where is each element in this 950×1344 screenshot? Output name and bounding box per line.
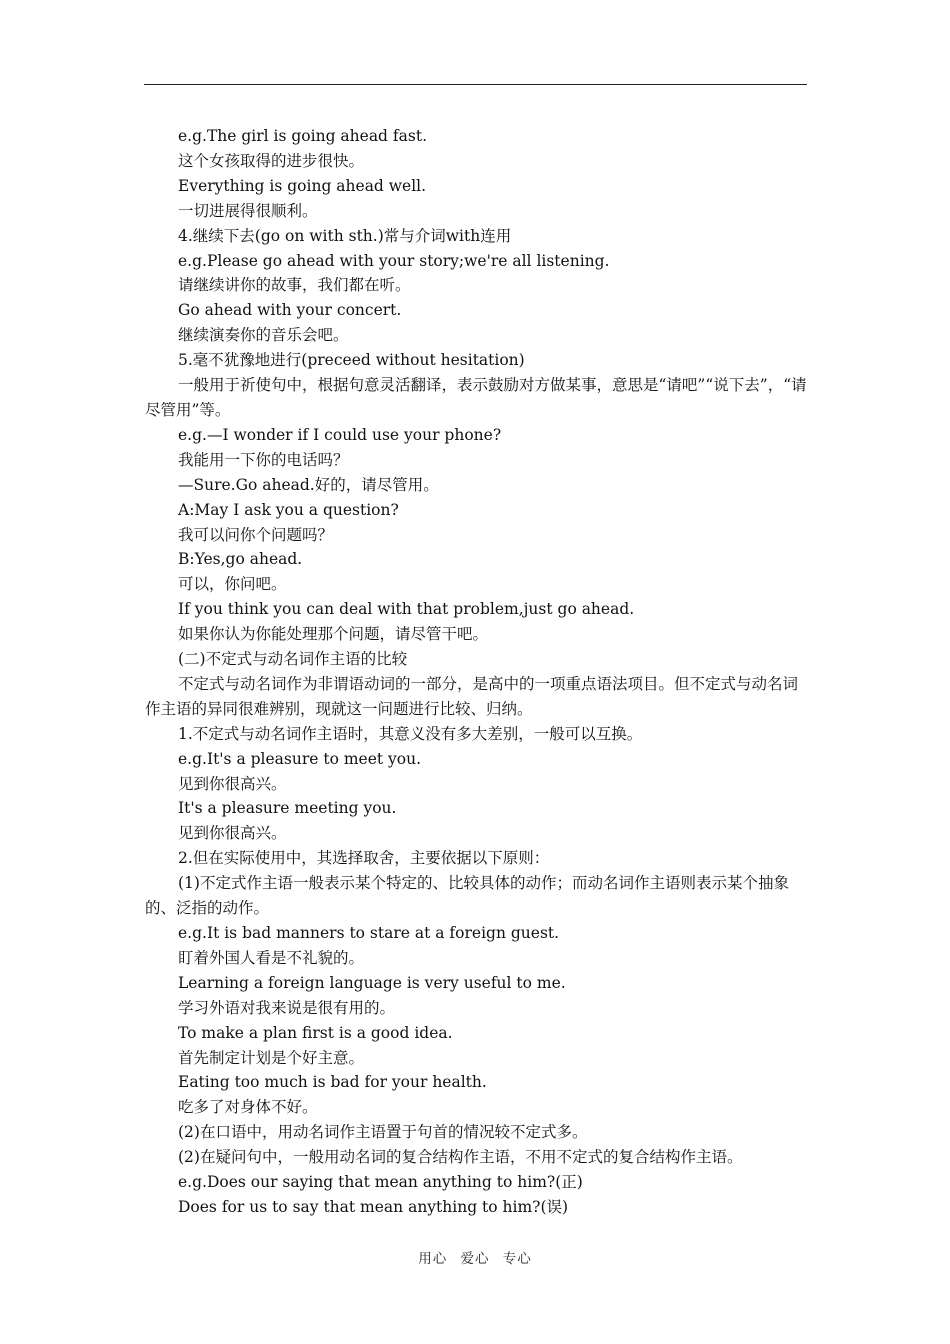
paragraph: 一切进展得很顺利。 (178, 201, 318, 220)
paragraph: 4.继续下去(go on with sth.)常与介词with连用 (178, 226, 512, 245)
paragraph: 继续演奏你的音乐会吧。 (178, 326, 349, 345)
page-footer: 用心 爱心 专心 (418, 1251, 532, 1267)
paragraph: 5.毫不犹豫地进行(preceed without hesitation) (178, 351, 525, 370)
header-rule (144, 84, 807, 85)
paragraph: (2)在疑问句中，一般用动名词的复合结构作主语，不用不定式的复合结构作主语。 (178, 1148, 743, 1167)
paragraph: B:Yes,go ahead. (178, 550, 303, 569)
paragraph: e.g.Please go ahead with your story;we're all listening. (178, 251, 610, 270)
paragraph: 1.不定式与动名词作主语时，其意义没有多大差别，一般可以互换。 (178, 724, 643, 743)
paragraph: 如果你认为你能处理那个问题，请尽管干吧。 (178, 625, 489, 644)
paragraph: 吃多了对身体不好。 (178, 1098, 318, 1117)
paragraph: 不定式与动名词作为非谓语动词的一部分，是高中的一项重点语法项目。但不定式与动名词作主语的异同很难辨别，现就这一问题进行比较、归纳。 (145, 674, 799, 718)
paragraph: If you think you can deal with that problem,just go ahead. (178, 600, 635, 619)
paragraph: Does for us to say that mean anything to him?(误) (178, 1197, 569, 1216)
paragraph: e.g.Does our saying that mean anything to him?(正) (178, 1173, 583, 1192)
paragraph: 我可以问你个问题吗？ (178, 525, 334, 544)
paragraph: 这个女孩取得的进步很快。 (178, 151, 365, 170)
paragraph: e.g.It's a pleasure to meet you. (178, 749, 422, 768)
paragraph: Eating too much is bad for your health. (178, 1073, 487, 1092)
paragraph: e.g.It is bad manners to stare at a foreign guest. (178, 924, 560, 942)
paragraph: (1)不定式作主语一般表示某个特定的、比较具体的动作；而动名词作主语则表示某个抽象的、泛指的动作。 (145, 874, 789, 918)
paragraph: e.g.—I wonder if I could use your phone? (178, 425, 502, 444)
paragraph: 见到你很高兴。 (178, 774, 287, 793)
paragraph: Go ahead with your concert. (178, 301, 402, 320)
paragraph: e.g.The girl is going ahead fast. (178, 127, 427, 145)
paragraph: 2.但在实际使用中，其选择取舍，主要依据以下原则： (178, 849, 550, 868)
paragraph: A:May I ask you a question? (178, 500, 399, 519)
document-body (145, 124, 807, 1220)
paragraph: 见到你很高兴。 (178, 824, 287, 843)
paragraph: 盯着外国人看是不礼貌的。 (178, 948, 365, 967)
paragraph: 可以，你问吧。 (178, 575, 287, 594)
paragraph: (2)在口语中，用动名词作主语置于句首的情况较不定式多。 (178, 1123, 588, 1142)
paragraph: Everything is going ahead well. (178, 176, 427, 195)
paragraph: 首先制定计划是个好主意。 (178, 1048, 365, 1067)
paragraph: To make a plan first is a good idea. (178, 1023, 453, 1042)
paragraph: 我能用一下你的电话吗？ (178, 450, 349, 469)
paragraph: 请继续讲你的故事，我们都在听。 (178, 276, 411, 295)
paragraph: 一般用于祈使句中，根据句意灵活翻译，表示鼓励对方做某事，意思是“请吧”“说下去”，“请尽管用”等。 (145, 376, 807, 419)
paragraph: 学习外语对我来说是很有用的。 (178, 998, 396, 1017)
paragraph: Learning a foreign language is very useful to me. (178, 973, 566, 992)
paragraph: —Sure.Go ahead.好的，请尽管用。 (178, 475, 439, 494)
paragraph: It's a pleasure meeting you. (178, 799, 397, 818)
section-heading: (二)不定式与动名词作主语的比较 (178, 650, 408, 669)
